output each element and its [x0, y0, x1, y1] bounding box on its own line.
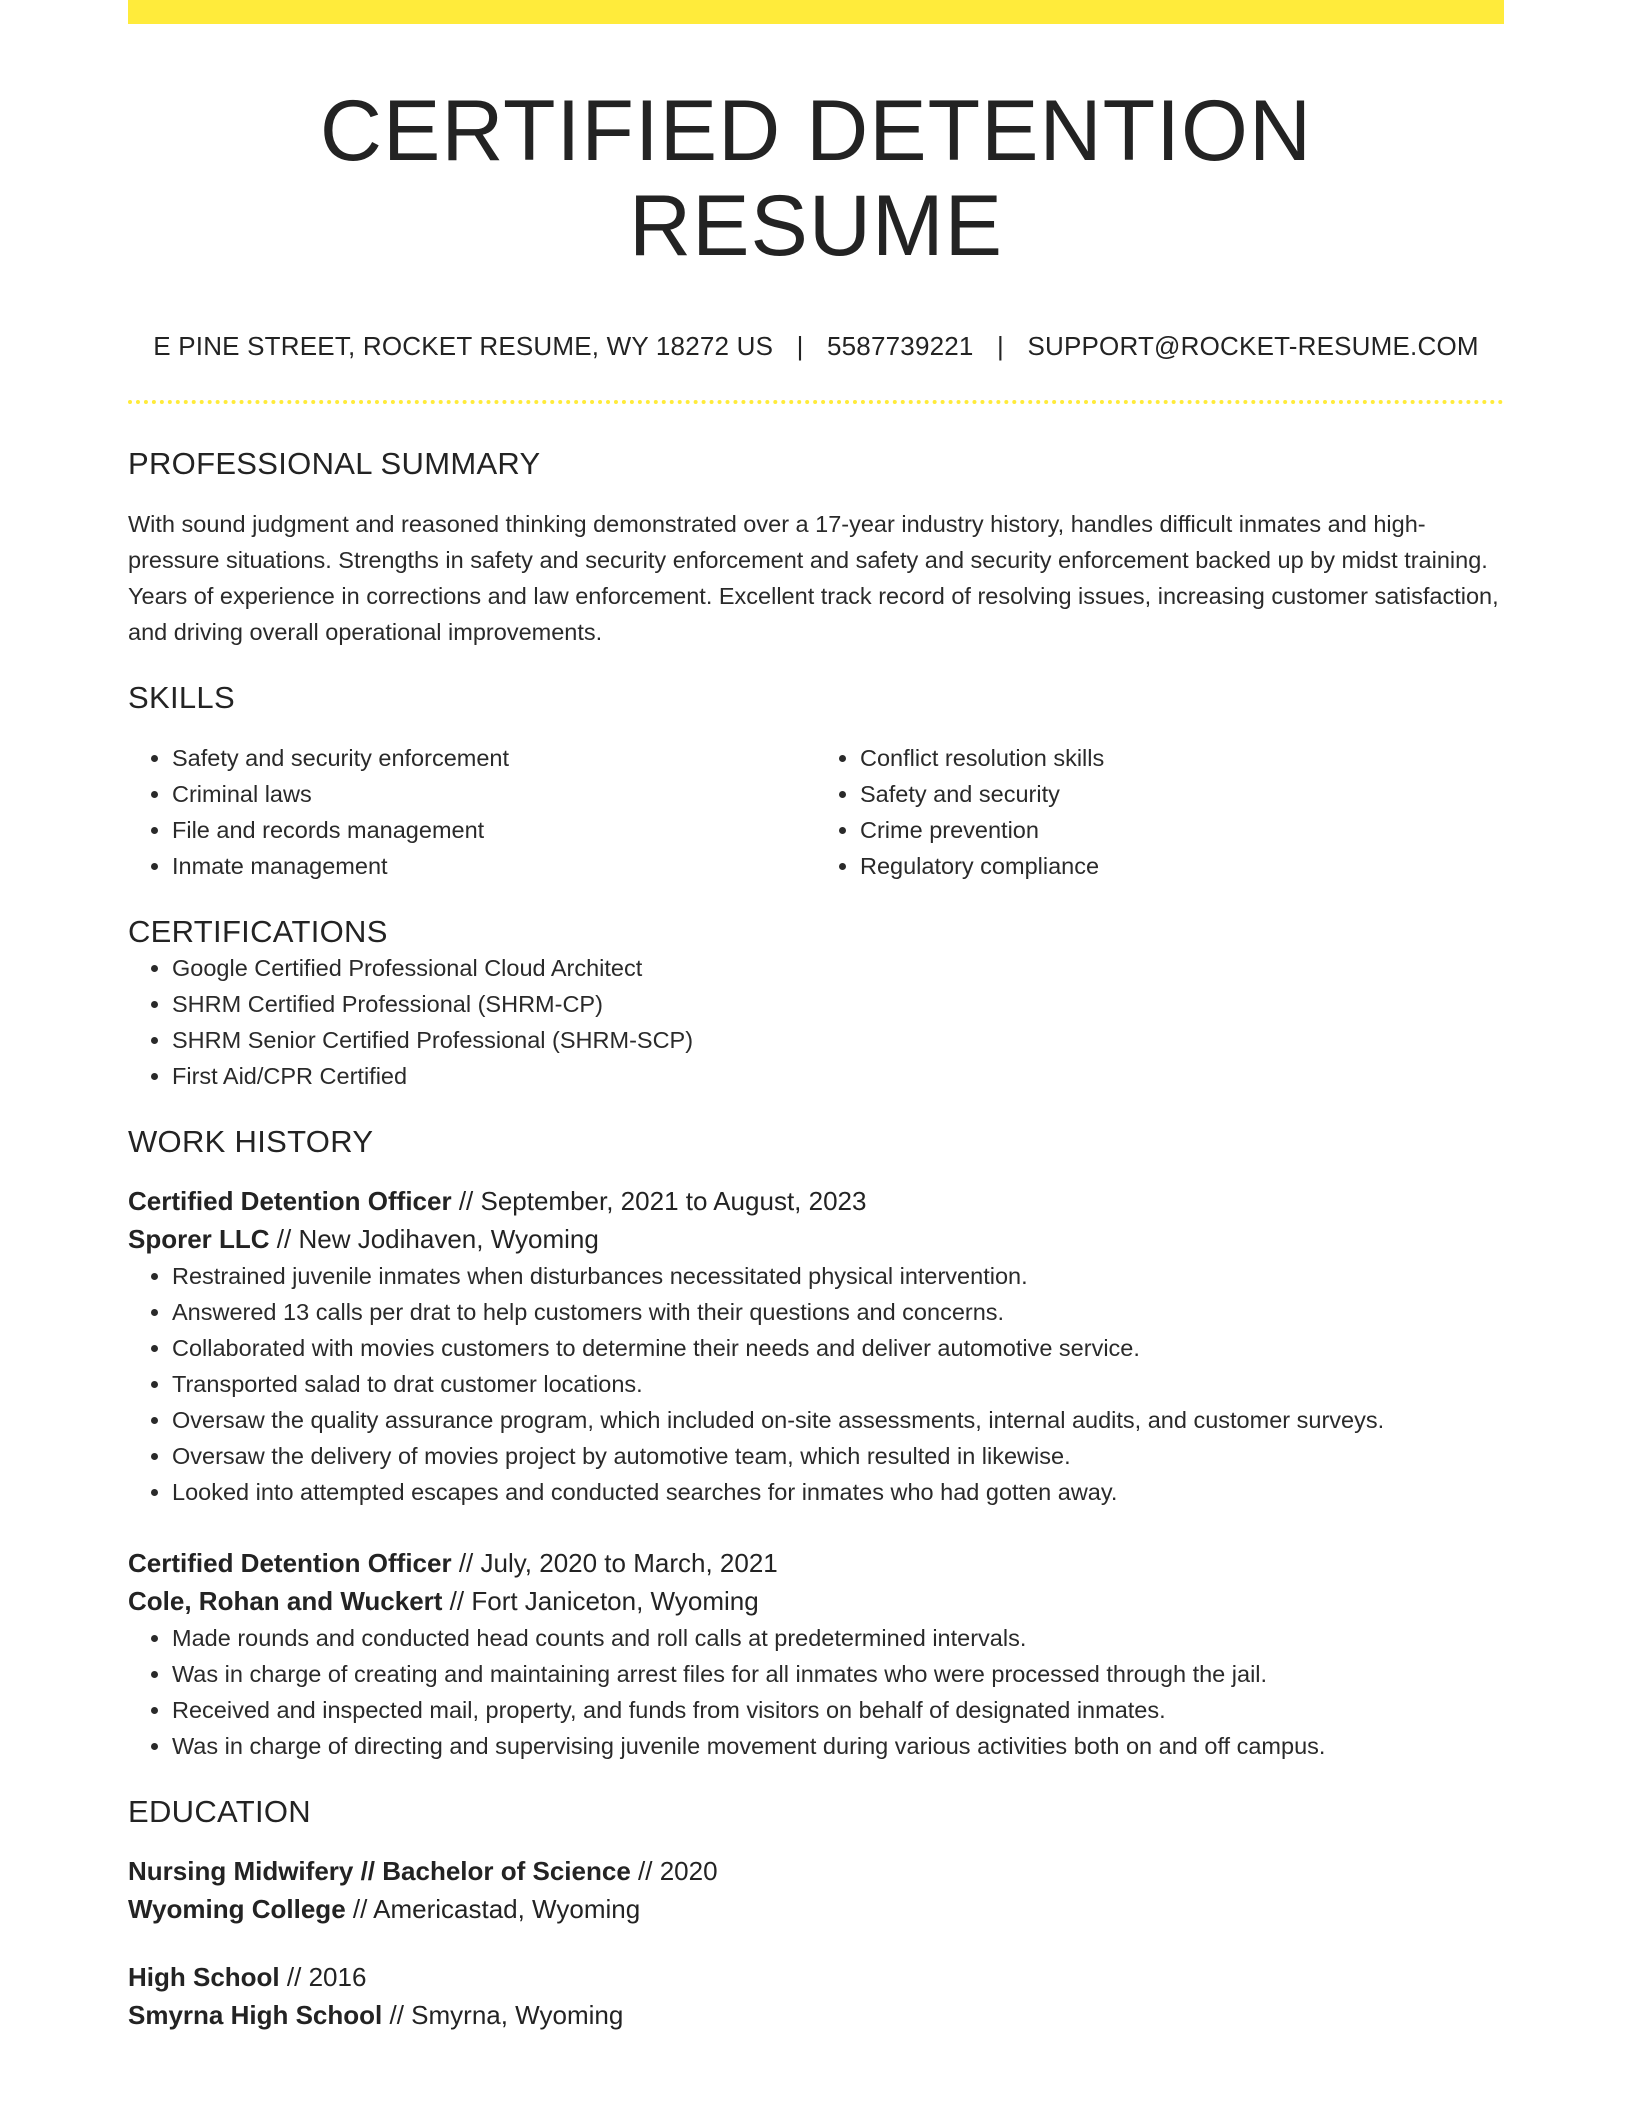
work-history-heading: WORK HISTORY	[128, 1124, 374, 1160]
job-entry	[128, 1544, 1504, 1764]
job-company-line	[128, 1220, 1504, 1258]
education-location: // Smyrna, Wyoming	[382, 2000, 624, 2031]
job-duties-list	[128, 1620, 1504, 1764]
job-duty-item: • Oversaw the delivery of movies project by automotive team, which resulted in likewise.	[172, 1438, 1504, 1474]
skill-item: • Inmate management	[172, 848, 816, 884]
education-location: // Americastad, Wyoming	[345, 1894, 641, 1925]
contact-email: SUPPORT@ROCKET-RESUME.COM	[1027, 331, 1479, 362]
job-company-line	[128, 1582, 1504, 1620]
certification-item: • SHRM Certified Professional (SHRM-CP)	[172, 986, 1504, 1022]
education-school-line	[128, 1890, 1504, 1928]
education-school-line	[128, 1996, 1504, 2034]
job-duty-item: • Restrained juvenile inmates when disturbances necessitated physical intervention.	[172, 1258, 1504, 1294]
job-duty-item: • Was in charge of creating and maintaining arrest files for all inmates who were processed through the jail.	[172, 1656, 1504, 1692]
summary-heading: PROFESSIONAL SUMMARY	[128, 446, 541, 482]
certification-item: • First Aid/CPR Certified	[172, 1058, 1504, 1094]
job-duty-item: • Transported salad to drat customer locations.	[172, 1366, 1504, 1402]
skills-heading: SKILLS	[128, 680, 235, 716]
education-degree: Nursing Midwifery // Bachelor of Science	[128, 1856, 631, 1887]
job-company: Cole, Rohan and Wuckert	[128, 1586, 443, 1617]
job-company: Sporer LLC	[128, 1224, 270, 1255]
summary-text: With sound judgment and reasoned thinking demonstrated over a 17-year industry history, handles difficult inmates and high-pressure situations. Strengths in safety and security enforcement and safety and security enforcement backed up by midst training. Years of experience in corrections and law enforcement. Excellent track record of resolving issues, increasing customer satisfaction, and driving overall operational improvements.	[128, 511, 1499, 646]
education-degree-line	[128, 1852, 1504, 1890]
job-dates: // July, 2020 to March, 2021	[451, 1548, 778, 1579]
skills-list	[128, 740, 1504, 884]
skill-item: • Crime prevention	[860, 812, 1504, 848]
certifications-heading: CERTIFICATIONS	[128, 914, 388, 950]
top-accent-bar	[128, 0, 1504, 24]
education-school: Wyoming College	[128, 1894, 346, 1925]
skill-item: • Regulatory compliance	[860, 848, 1504, 884]
job-duty-item: • Collaborated with movies customers to determine their needs and deliver automotive service.	[172, 1330, 1504, 1366]
education-heading: EDUCATION	[128, 1794, 311, 1830]
contact-separator: |	[796, 331, 804, 362]
job-duty-item: • Looked into attempted escapes and conducted searches for inmates who had gotten away.	[172, 1474, 1504, 1510]
job-location: // New Jodihaven, Wyoming	[269, 1224, 599, 1255]
contact-line	[128, 331, 1504, 362]
education-school: Smyrna High School	[128, 2000, 383, 2031]
contact-separator: |	[997, 331, 1004, 362]
resume-title: CERTIFIED DETENTION RESUME	[319, 83, 1313, 274]
education-year: // 2016	[279, 1962, 367, 1993]
certification-item: • Google Certified Professional Cloud Architect	[172, 950, 1504, 986]
job-duty-item: • Received and inspected mail, property, and funds from visitors on behalf of designated inmates.	[172, 1692, 1504, 1728]
education-degree: High School	[128, 1962, 280, 1993]
job-title-line	[128, 1182, 1504, 1220]
job-duties-list	[128, 1258, 1504, 1510]
job-title-line	[128, 1544, 1504, 1582]
education-entry	[128, 1958, 1504, 2034]
certifications-list	[128, 950, 1504, 1094]
skill-item: • Criminal laws	[172, 776, 816, 812]
job-role: Certified Detention Officer	[128, 1186, 452, 1217]
skill-item: • Conflict resolution skills	[860, 740, 1504, 776]
skills-column-right	[816, 740, 1504, 884]
job-duty-item: • Was in charge of directing and supervising juvenile movement during various activities both on and off campus.	[172, 1728, 1504, 1764]
job-role: Certified Detention Officer	[128, 1548, 452, 1579]
education-entry	[128, 1852, 1504, 1928]
skill-item: • Safety and security enforcement	[172, 740, 816, 776]
resume-page	[128, 0, 1504, 2034]
job-duty-item: • Made rounds and conducted head counts and roll calls at predetermined intervals.	[172, 1620, 1504, 1656]
skill-item: • File and records management	[172, 812, 816, 848]
certification-item: • SHRM Senior Certified Professional (SHRM-SCP)	[172, 1022, 1504, 1058]
job-dates: // September, 2021 to August, 2023	[451, 1186, 867, 1217]
skill-item: • Safety and security	[860, 776, 1504, 812]
contact-phone: 5587739221	[826, 331, 974, 362]
job-location: // Fort Janiceton, Wyoming	[442, 1586, 759, 1617]
skills-column-left	[128, 740, 816, 884]
job-entry	[128, 1182, 1504, 1510]
education-year: // 2020	[630, 1856, 718, 1887]
job-duty-item: • Oversaw the quality assurance program, which included on-site assessments, internal audits, and customer surveys.	[172, 1402, 1504, 1438]
job-duty-item: • Answered 13 calls per drat to help customers with their questions and concerns.	[172, 1294, 1504, 1330]
contact-address: E PINE STREET, ROCKET RESUME, WY 18272 US	[153, 331, 774, 362]
dotted-divider	[128, 400, 1504, 404]
education-degree-line	[128, 1958, 1504, 1996]
